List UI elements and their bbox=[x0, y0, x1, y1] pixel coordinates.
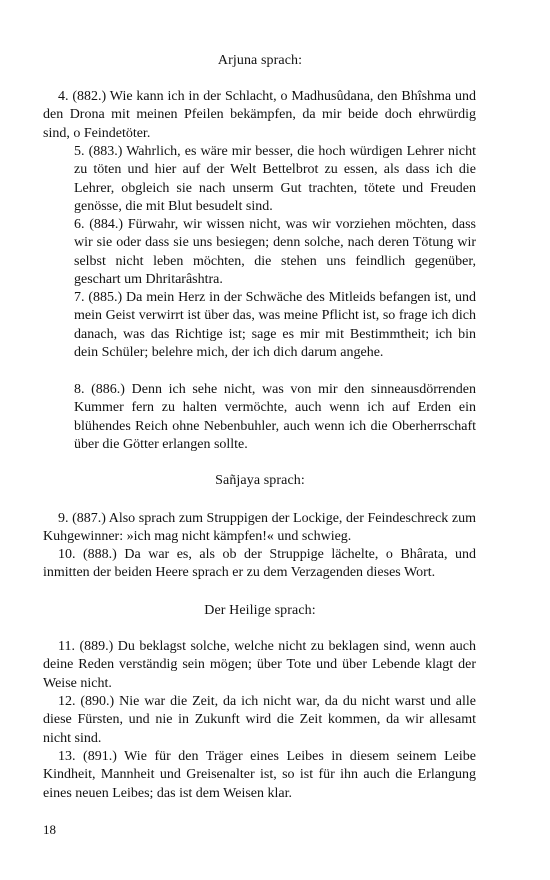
heading-sanjaya: Sañjaya sprach: bbox=[215, 473, 305, 488]
verse-9: 9. (887.) Also sprach zum Struppigen der Lockige, der Feindeschreck zum Kuhgewinner: »ich mag nicht kämpfen!« und schwieg. bbox=[43, 511, 476, 545]
verse-6: 6. (884.) Fürwahr, wir wissen nicht, was wir vorziehen möchten, dass wir sie oder dass sie uns besiegen; denn solche, nach deren Tötung wir selbst nicht leben möchten, die stehen uns feindlich gegenüber, geschart um Dhritarâshtra. bbox=[74, 217, 476, 288]
verse-13: 13. (891.) Wie für den Träger eines Leibes in diesem seinem Leibe Kindheit, Mannheit und Greisenalter ist, so ist für ihn auch die Erlangung eines neuen Leibes; das ist dem Weisen klar. bbox=[43, 749, 476, 801]
verse-11: 11. (889.) Du beklagst solche, welche nicht zu beklagen sind, wenn auch deine Reden verständig sein mögen; über Tote und über Lebende klagt der Weise nicht. bbox=[43, 639, 476, 691]
verse-7: 7. (885.) Da mein Herz in der Schwäche des Mitleids befangen ist, und mein Geist verwirrt ist über das, was meine Pflicht ist, so frage ich dich danach, was das Richtige ist; sage es mir mit Bestimmtheit; ich bin dein Schüler; belehre mich, der ich dich darum angehe. bbox=[74, 290, 476, 361]
heading-arjuna: Arjuna sprach: bbox=[217, 53, 303, 68]
heading-heilige: Der Heilige sprach: bbox=[204, 603, 316, 618]
verse-8: 8. (886.) Denn ich sehe nicht, was von mir den sinneausdörrenden Kummer fern zu halten vermöchte, auch wenn ich auf Erden ein blühendes Reich ohne Nebenbuhler, auch wenn ich die Oberherrschaft über die Götter erlangen sollte. bbox=[74, 382, 476, 453]
verse-12: 12. (890.) Nie war die Zeit, da ich nicht war, da du nicht warst und alle diese Fürsten, und nie in Zukunft wird die Zeit kommen, da wir allesamt nicht sind. bbox=[43, 694, 476, 746]
verse-4: 4. (882.) Wie kann ich in der Schlacht, o Madhusûdana, den Bhîshma und den Drona mit meinen Pfeilen bekämpfen, da mir beide doch ehrwürdig sind, o Feindetöter. bbox=[43, 89, 476, 141]
verse-10: 10. (888.) Da war es, als ob der Struppige lächelte, o Bhârata, und inmitten der beiden Heere sprach er zu dem Verzagenden dieses Wort. bbox=[43, 547, 476, 581]
page-number: 18 bbox=[43, 822, 56, 837]
verse-5: 5. (883.) Wahrlich, es wäre mir besser, die hoch würdigen Lehrer nicht zu töten und hier auf der Welt Bettelbrot zu essen, als dass ich die Lehrer, obgleich sie nach unserm Gut trachten, tötete und Freuden genösse, die mit Blut besudelt sind. bbox=[74, 144, 476, 215]
